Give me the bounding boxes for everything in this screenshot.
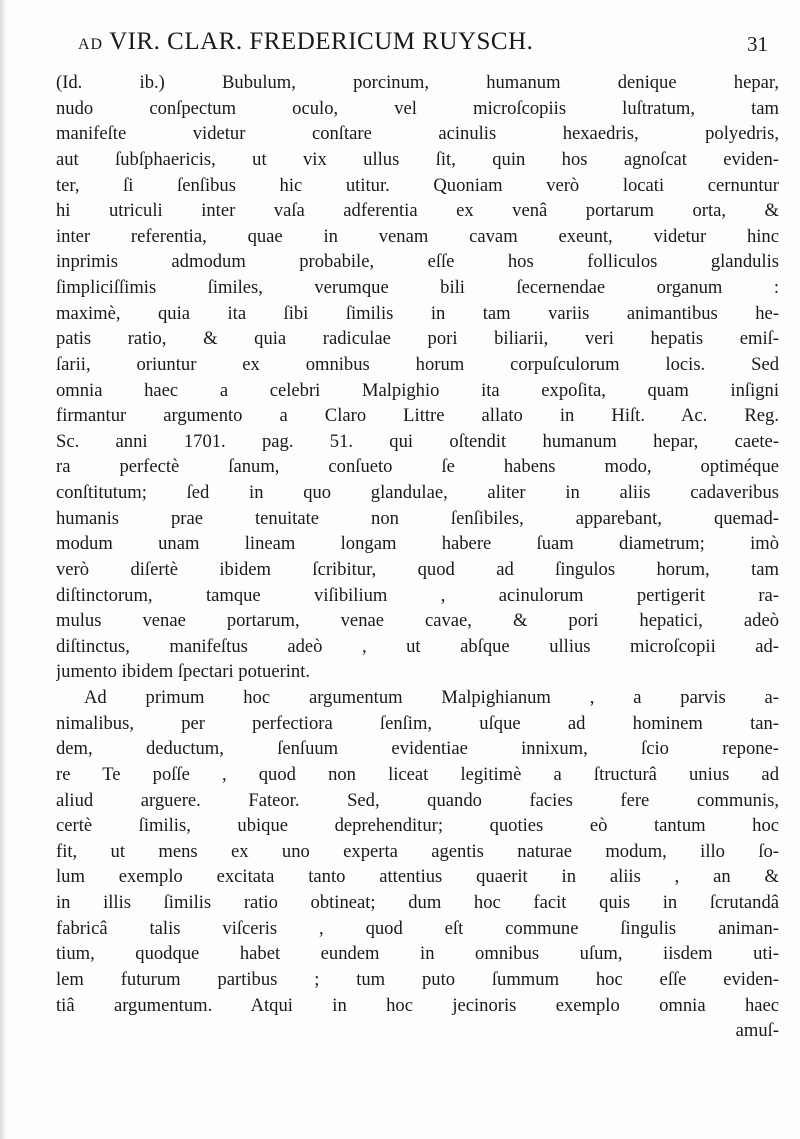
text-line: in illis ſimilis ratio obtineat; dum hoc facit quis in ſcrutandâ xyxy=(56,892,779,913)
paragraph-1 xyxy=(56,70,779,685)
text-line: inter referentia, quae in venam cavam exeunt, videtur hinc xyxy=(56,225,779,247)
text-line: lum exemplo excitata tanto attentius quaerit in aliis , an & xyxy=(56,866,779,888)
text-line: ſimpliciſſimis ſimiles, verumque bili ſecernendae organum : xyxy=(56,277,779,298)
text-line: fabricâ talis viſceris , quod eſt commune ſingulis animan- xyxy=(56,917,779,939)
text-line: maximè, quia ita ſibi ſimilis in tam variis animantibus he- xyxy=(56,302,779,324)
text-line: ter, ſi ſenſibus hic utitur. Quoniam verò locati cernuntur xyxy=(56,174,779,196)
text-line: dem, deductum, ſenſuum evidentiae innixum, ſcio repone- xyxy=(56,738,779,760)
text-line: verò diſertè ibidem ſcribitur, quod ad ſingulos horum, tam xyxy=(56,558,779,580)
text-line: jumento ibidem ſpectari potuerint. xyxy=(56,661,311,683)
paragraph-2 xyxy=(56,685,779,1044)
text-line: aut ſubſphaericis, ut vix ullus ſit, quin hos agnoſcat eviden- xyxy=(56,148,779,170)
running-head xyxy=(78,28,533,56)
text-line: diſtinctus, manifeſtus adeò , ut abſque ullius microſcopii ad- xyxy=(56,635,779,657)
body-text xyxy=(56,70,779,1044)
running-head-prefix: AD xyxy=(78,36,104,53)
text-line: diſtinctorum, tamque viſibilium , acinulorum pertigerit ra- xyxy=(56,584,779,606)
text-line: re Te poſſe , quod non liceat legitimè a ſtructurâ unius ad xyxy=(56,763,779,785)
text-line: omnia haec a celebri Malpighio ita expoſita, quam inſigni xyxy=(56,379,779,401)
text-line: modum unam lineam longam habere ſuam diametrum; imò xyxy=(56,533,779,555)
text-line: fit, ut mens ex uno experta agentis naturae modum, illo ſo- xyxy=(56,840,779,862)
text-line: Sc. anni 1701. pag. 51. qui oſtendit humanum hepar, caete- xyxy=(56,430,779,452)
text-line: ſarii, oriuntur ex omnibus horum corpuſculorum locis. Sed xyxy=(56,353,779,375)
text-line: manifeſte videtur conſtare acinulis hexaedris, polyedris, xyxy=(56,123,779,145)
text-line: firmantur argumento a Claro Littre allato in Hiſt. Ac. Reg. xyxy=(56,405,779,427)
text-line: humanis prae tenuitate non ſenſibiles, apparebant, quemad- xyxy=(56,507,779,529)
text-line: nimalibus, per perfectiora ſenſim, uſque ad hominem tan- xyxy=(56,712,779,734)
text-line: tiâ argumentum. Atqui in hoc jecinoris exemplo omnia haec xyxy=(56,994,779,1016)
text-line: certè ſimilis, ubique deprehenditur; quoties eò tantum hoc xyxy=(56,815,779,837)
text-line: inprimis admodum probabile, eſſe hos folliculos glandulis xyxy=(56,251,779,273)
text-line: conſtitutum; ſed in quo glandulae, aliter in aliis cadaveribus xyxy=(56,482,779,503)
text-line: lem futurum partibus ; tum puto ſummum hoc eſſe eviden- xyxy=(56,968,779,990)
page-header xyxy=(78,28,768,62)
text-line: patis ratio, & quia radiculae pori biliarii, veri hepatis emiſ- xyxy=(56,328,779,350)
text-line: (Id. ib.) Bubulum, porcinum, humanum denique hepar, xyxy=(56,72,779,93)
catchword: amuſ- xyxy=(735,1020,779,1042)
text-line: mulus venae portarum, venae cavae, & pori hepatici, adeò xyxy=(56,610,779,632)
text-line: ra perfectè ſanum, conſueto ſe habens modo, optiméque xyxy=(56,456,779,478)
text-line: aliud arguere. Fateor. Sed, quando facies fere communis, xyxy=(56,789,779,811)
text-line: Ad primum hoc argumentum Malpighianum , a parvis a- xyxy=(84,687,779,708)
running-head-title: VIR. CLAR. FREDERICUM RUYSCH. xyxy=(109,28,534,55)
page-gutter-shadow xyxy=(0,0,6,1139)
page-number: 31 xyxy=(747,32,768,56)
text-line: tium, quodque habet eundem in omnibus uſum, iisdem uti- xyxy=(56,943,779,965)
text-line: hi utriculi inter vaſa adferentia ex venâ portarum orta, & xyxy=(56,200,779,222)
text-line: nudo conſpectum oculo, vel microſcopiis luſtratum, tam xyxy=(56,97,779,119)
